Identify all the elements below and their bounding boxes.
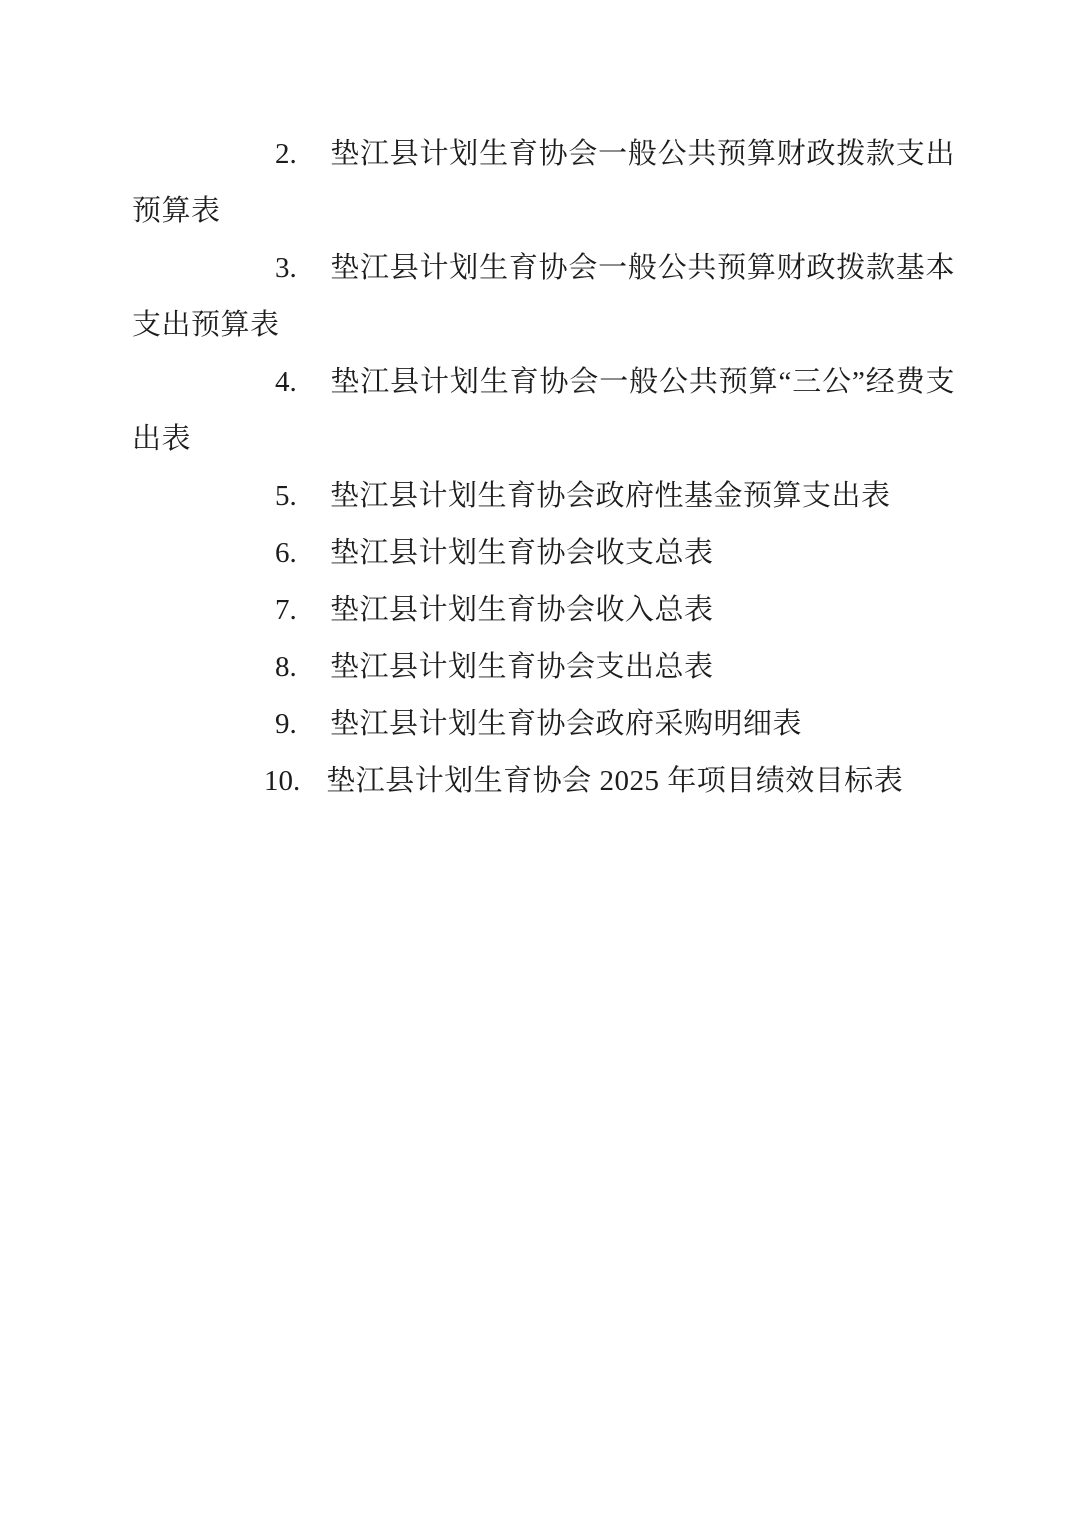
item-number: 9. <box>275 708 297 740</box>
list-item-10 <box>132 753 955 810</box>
list-item-line <box>132 696 955 753</box>
list-item-7 <box>132 582 955 639</box>
list-item-5 <box>132 468 955 525</box>
list-item-9 <box>132 696 955 753</box>
list-item-line <box>132 126 955 183</box>
list-item-3 <box>132 240 955 354</box>
list-item-line <box>132 582 955 639</box>
item-text: 垫江县计划生育协会收支总表 <box>330 537 714 569</box>
item-text: 垫江县计划生育协会支出总表 <box>330 651 714 683</box>
list-item-continuation-line: 支出预算表 <box>132 309 280 341</box>
item-number: 3. <box>275 252 297 284</box>
list-item-line <box>132 468 955 525</box>
item-text: 垫江县计划生育协会一般公共预算财政拨款支出 <box>330 138 955 170</box>
item-number: 5. <box>275 480 297 512</box>
list-item-6 <box>132 525 955 582</box>
list-item-continuation-line: 出表 <box>132 423 192 455</box>
item-number: 2. <box>275 138 297 170</box>
item-number: 6. <box>275 537 297 569</box>
item-text: 垫江县计划生育协会收入总表 <box>330 594 714 626</box>
item-text: 垫江县计划生育协会一般公共预算“三公”经费支 <box>330 366 955 398</box>
item-number: 4. <box>275 366 297 398</box>
item-text: 垫江县计划生育协会 2025 年项目绩效目标表 <box>326 765 904 797</box>
list-item-line <box>132 753 955 810</box>
list-item-line <box>132 639 955 696</box>
list-item-line <box>132 525 955 582</box>
list-item-8 <box>132 639 955 696</box>
item-text: 垫江县计划生育协会政府采购明细表 <box>330 708 803 740</box>
list-item-2 <box>132 126 955 240</box>
list-item-continuation-line: 预算表 <box>132 195 221 227</box>
item-text: 垫江县计划生育协会一般公共预算财政拨款基本 <box>330 252 955 284</box>
list-item-line <box>132 354 955 411</box>
item-text: 垫江县计划生育协会政府性基金预算支出表 <box>330 480 891 512</box>
list-item-line <box>132 240 955 297</box>
item-number: 10. <box>264 765 301 797</box>
item-number: 8. <box>275 651 297 683</box>
item-number: 7. <box>275 594 297 626</box>
list-item-4 <box>132 354 955 468</box>
